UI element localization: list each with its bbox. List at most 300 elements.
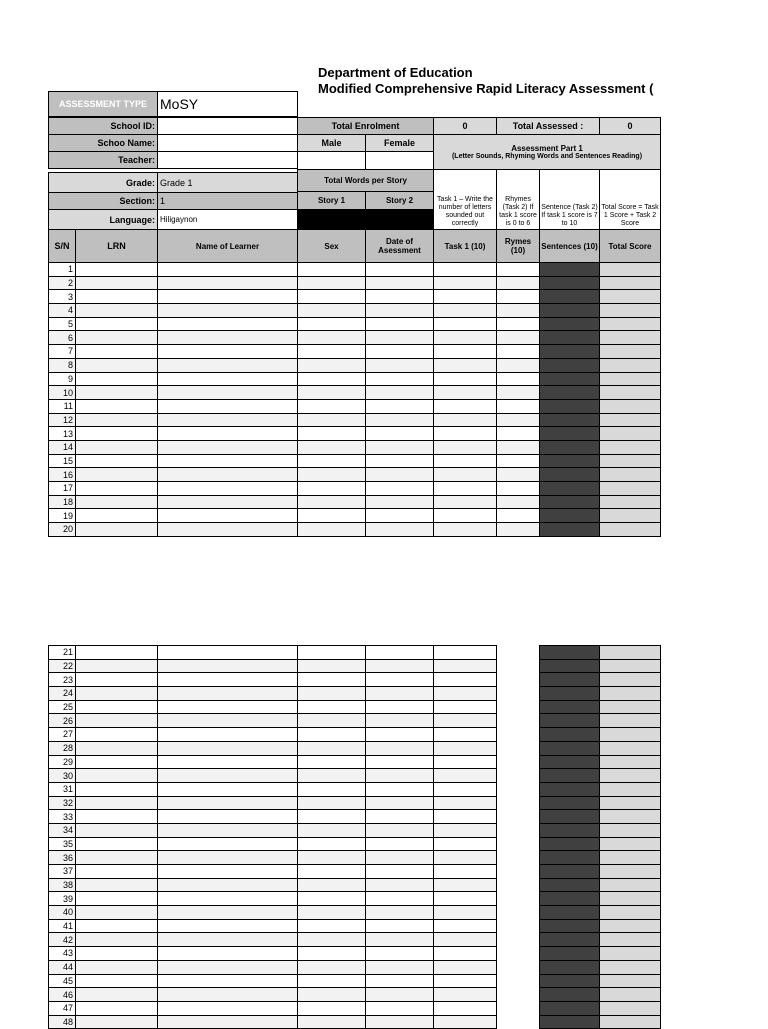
sentences-cell[interactable] bbox=[540, 782, 600, 796]
total-score-cell[interactable] bbox=[600, 1001, 661, 1015]
sentences-cell[interactable] bbox=[540, 482, 600, 496]
task1-cell[interactable] bbox=[434, 810, 497, 824]
task1-cell[interactable] bbox=[434, 837, 497, 851]
rymes-cell[interactable] bbox=[497, 345, 540, 359]
sex-cell[interactable] bbox=[298, 646, 366, 660]
name-cell[interactable] bbox=[158, 495, 298, 509]
date-cell[interactable] bbox=[366, 782, 434, 796]
total-score-cell[interactable] bbox=[600, 947, 661, 961]
sentences-cell[interactable] bbox=[540, 263, 600, 277]
sex-cell[interactable] bbox=[298, 454, 366, 468]
lrn-cell[interactable] bbox=[76, 413, 158, 427]
date-cell[interactable] bbox=[366, 523, 434, 537]
sentences-cell[interactable] bbox=[540, 331, 600, 345]
name-cell[interactable] bbox=[158, 741, 298, 755]
total-score-cell[interactable] bbox=[600, 523, 661, 537]
sex-cell[interactable] bbox=[298, 523, 366, 537]
lrn-cell[interactable] bbox=[76, 947, 158, 961]
total-score-cell[interactable] bbox=[600, 728, 661, 742]
date-cell[interactable] bbox=[366, 892, 434, 906]
date-cell[interactable] bbox=[366, 290, 434, 304]
sex-cell[interactable] bbox=[298, 728, 366, 742]
task1-cell[interactable] bbox=[434, 892, 497, 906]
lrn-cell[interactable] bbox=[76, 714, 158, 728]
lrn-cell[interactable] bbox=[76, 427, 158, 441]
rymes-cell[interactable] bbox=[497, 468, 540, 482]
rymes-cell[interactable] bbox=[497, 482, 540, 496]
name-cell[interactable] bbox=[158, 878, 298, 892]
lrn-cell[interactable] bbox=[76, 276, 158, 290]
sex-cell[interactable] bbox=[298, 919, 366, 933]
date-cell[interactable] bbox=[366, 796, 434, 810]
sentences-cell[interactable] bbox=[540, 358, 600, 372]
name-cell[interactable] bbox=[158, 358, 298, 372]
total-score-cell[interactable] bbox=[600, 865, 661, 879]
date-cell[interactable] bbox=[366, 276, 434, 290]
task1-cell[interactable] bbox=[434, 454, 497, 468]
name-cell[interactable] bbox=[158, 728, 298, 742]
task1-cell[interactable] bbox=[434, 290, 497, 304]
task1-cell[interactable] bbox=[434, 413, 497, 427]
total-score-cell[interactable] bbox=[600, 413, 661, 427]
task1-cell[interactable] bbox=[434, 276, 497, 290]
date-cell[interactable] bbox=[366, 988, 434, 1002]
date-cell[interactable] bbox=[366, 714, 434, 728]
task1-cell[interactable] bbox=[434, 796, 497, 810]
sex-cell[interactable] bbox=[298, 1015, 366, 1029]
total-score-cell[interactable] bbox=[600, 714, 661, 728]
sentences-cell[interactable] bbox=[540, 988, 600, 1002]
name-cell[interactable] bbox=[158, 796, 298, 810]
rymes-cell[interactable] bbox=[497, 509, 540, 523]
sentences-cell[interactable] bbox=[540, 1015, 600, 1029]
sex-cell[interactable] bbox=[298, 276, 366, 290]
sentences-cell[interactable] bbox=[540, 468, 600, 482]
lrn-cell[interactable] bbox=[76, 304, 158, 318]
name-cell[interactable] bbox=[158, 892, 298, 906]
total-score-cell[interactable] bbox=[600, 399, 661, 413]
sex-cell[interactable] bbox=[298, 509, 366, 523]
task1-cell[interactable] bbox=[434, 495, 497, 509]
lrn-cell[interactable] bbox=[76, 440, 158, 454]
task1-cell[interactable] bbox=[434, 482, 497, 496]
task1-cell[interactable] bbox=[434, 714, 497, 728]
sentences-cell[interactable] bbox=[540, 523, 600, 537]
name-cell[interactable] bbox=[158, 290, 298, 304]
sex-cell[interactable] bbox=[298, 906, 366, 920]
sentences-cell[interactable] bbox=[540, 659, 600, 673]
sentences-cell[interactable] bbox=[540, 304, 600, 318]
sentences-cell[interactable] bbox=[540, 851, 600, 865]
sex-cell[interactable] bbox=[298, 687, 366, 701]
lrn-cell[interactable] bbox=[76, 331, 158, 345]
total-score-cell[interactable] bbox=[600, 509, 661, 523]
lrn-cell[interactable] bbox=[76, 509, 158, 523]
rymes-cell[interactable] bbox=[497, 413, 540, 427]
sentences-cell[interactable] bbox=[540, 865, 600, 879]
task1-cell[interactable] bbox=[434, 782, 497, 796]
date-cell[interactable] bbox=[366, 700, 434, 714]
lrn-cell[interactable] bbox=[76, 495, 158, 509]
name-cell[interactable] bbox=[158, 782, 298, 796]
sentences-cell[interactable] bbox=[540, 687, 600, 701]
lrn-cell[interactable] bbox=[76, 317, 158, 331]
sentences-cell[interactable] bbox=[540, 741, 600, 755]
sex-cell[interactable] bbox=[298, 714, 366, 728]
date-cell[interactable] bbox=[366, 372, 434, 386]
rymes-cell[interactable] bbox=[497, 276, 540, 290]
date-cell[interactable] bbox=[366, 673, 434, 687]
school-id-field[interactable] bbox=[157, 117, 298, 135]
sex-cell[interactable] bbox=[298, 263, 366, 277]
sentences-cell[interactable] bbox=[540, 810, 600, 824]
language-value[interactable]: Hiligaynon bbox=[157, 209, 298, 230]
rymes-cell[interactable] bbox=[497, 386, 540, 400]
total-score-cell[interactable] bbox=[600, 304, 661, 318]
lrn-cell[interactable] bbox=[76, 386, 158, 400]
rymes-cell[interactable] bbox=[497, 440, 540, 454]
lrn-cell[interactable] bbox=[76, 988, 158, 1002]
task1-cell[interactable] bbox=[434, 769, 497, 783]
task1-cell[interactable] bbox=[434, 687, 497, 701]
sentences-cell[interactable] bbox=[540, 714, 600, 728]
total-score-cell[interactable] bbox=[600, 290, 661, 304]
lrn-cell[interactable] bbox=[76, 837, 158, 851]
total-score-cell[interactable] bbox=[600, 906, 661, 920]
lrn-cell[interactable] bbox=[76, 468, 158, 482]
lrn-cell[interactable] bbox=[76, 358, 158, 372]
lrn-cell[interactable] bbox=[76, 399, 158, 413]
sex-cell[interactable] bbox=[298, 974, 366, 988]
name-cell[interactable] bbox=[158, 947, 298, 961]
sex-cell[interactable] bbox=[298, 988, 366, 1002]
lrn-cell[interactable] bbox=[76, 796, 158, 810]
rymes-cell[interactable] bbox=[497, 495, 540, 509]
sex-cell[interactable] bbox=[298, 290, 366, 304]
name-cell[interactable] bbox=[158, 646, 298, 660]
sentences-cell[interactable] bbox=[540, 878, 600, 892]
sex-cell[interactable] bbox=[298, 317, 366, 331]
task1-cell[interactable] bbox=[434, 331, 497, 345]
date-cell[interactable] bbox=[366, 358, 434, 372]
rymes-cell[interactable] bbox=[497, 331, 540, 345]
name-cell[interactable] bbox=[158, 659, 298, 673]
task1-cell[interactable] bbox=[434, 509, 497, 523]
total-score-cell[interactable] bbox=[600, 331, 661, 345]
sex-cell[interactable] bbox=[298, 413, 366, 427]
date-cell[interactable] bbox=[366, 386, 434, 400]
task1-cell[interactable] bbox=[434, 741, 497, 755]
task1-cell[interactable] bbox=[434, 304, 497, 318]
school-name-field[interactable] bbox=[157, 134, 298, 152]
rymes-cell[interactable] bbox=[497, 263, 540, 277]
sex-cell[interactable] bbox=[298, 386, 366, 400]
total-score-cell[interactable] bbox=[600, 372, 661, 386]
task1-cell[interactable] bbox=[434, 523, 497, 537]
name-cell[interactable] bbox=[158, 345, 298, 359]
sentences-cell[interactable] bbox=[540, 823, 600, 837]
sentences-cell[interactable] bbox=[540, 399, 600, 413]
lrn-cell[interactable] bbox=[76, 659, 158, 673]
name-cell[interactable] bbox=[158, 317, 298, 331]
date-cell[interactable] bbox=[366, 399, 434, 413]
lrn-cell[interactable] bbox=[76, 906, 158, 920]
sentences-cell[interactable] bbox=[540, 728, 600, 742]
sex-cell[interactable] bbox=[298, 933, 366, 947]
task1-cell[interactable] bbox=[434, 700, 497, 714]
date-cell[interactable] bbox=[366, 810, 434, 824]
total-score-cell[interactable] bbox=[600, 468, 661, 482]
lrn-cell[interactable] bbox=[76, 290, 158, 304]
total-score-cell[interactable] bbox=[600, 769, 661, 783]
total-score-cell[interactable] bbox=[600, 687, 661, 701]
date-cell[interactable] bbox=[366, 345, 434, 359]
sex-cell[interactable] bbox=[298, 440, 366, 454]
lrn-cell[interactable] bbox=[76, 482, 158, 496]
date-cell[interactable] bbox=[366, 974, 434, 988]
name-cell[interactable] bbox=[158, 714, 298, 728]
date-cell[interactable] bbox=[366, 851, 434, 865]
name-cell[interactable] bbox=[158, 1001, 298, 1015]
name-cell[interactable] bbox=[158, 440, 298, 454]
lrn-cell[interactable] bbox=[76, 454, 158, 468]
sex-cell[interactable] bbox=[298, 769, 366, 783]
lrn-cell[interactable] bbox=[76, 687, 158, 701]
total-score-cell[interactable] bbox=[600, 263, 661, 277]
name-cell[interactable] bbox=[158, 865, 298, 879]
sex-cell[interactable] bbox=[298, 947, 366, 961]
sex-cell[interactable] bbox=[298, 796, 366, 810]
total-score-cell[interactable] bbox=[600, 482, 661, 496]
grade-value[interactable]: Grade 1 bbox=[157, 172, 298, 193]
task1-cell[interactable] bbox=[434, 427, 497, 441]
name-cell[interactable] bbox=[158, 673, 298, 687]
rymes-cell[interactable] bbox=[497, 523, 540, 537]
total-score-cell[interactable] bbox=[600, 454, 661, 468]
date-cell[interactable] bbox=[366, 454, 434, 468]
task1-cell[interactable] bbox=[434, 1001, 497, 1015]
name-cell[interactable] bbox=[158, 960, 298, 974]
sex-cell[interactable] bbox=[298, 673, 366, 687]
sentences-cell[interactable] bbox=[540, 317, 600, 331]
total-score-cell[interactable] bbox=[600, 276, 661, 290]
name-cell[interactable] bbox=[158, 810, 298, 824]
total-score-cell[interactable] bbox=[600, 782, 661, 796]
lrn-cell[interactable] bbox=[76, 878, 158, 892]
total-score-cell[interactable] bbox=[600, 317, 661, 331]
name-cell[interactable] bbox=[158, 304, 298, 318]
sex-cell[interactable] bbox=[298, 782, 366, 796]
name-cell[interactable] bbox=[158, 468, 298, 482]
total-score-cell[interactable] bbox=[600, 646, 661, 660]
date-cell[interactable] bbox=[366, 1015, 434, 1029]
date-cell[interactable] bbox=[366, 741, 434, 755]
lrn-cell[interactable] bbox=[76, 728, 158, 742]
total-score-cell[interactable] bbox=[600, 823, 661, 837]
sentences-cell[interactable] bbox=[540, 974, 600, 988]
name-cell[interactable] bbox=[158, 413, 298, 427]
date-cell[interactable] bbox=[366, 482, 434, 496]
date-cell[interactable] bbox=[366, 331, 434, 345]
task1-cell[interactable] bbox=[434, 263, 497, 277]
name-cell[interactable] bbox=[158, 919, 298, 933]
total-score-cell[interactable] bbox=[600, 837, 661, 851]
sex-cell[interactable] bbox=[298, 837, 366, 851]
task1-cell[interactable] bbox=[434, 317, 497, 331]
date-cell[interactable] bbox=[366, 919, 434, 933]
task1-cell[interactable] bbox=[434, 440, 497, 454]
sentences-cell[interactable] bbox=[540, 509, 600, 523]
sex-cell[interactable] bbox=[298, 892, 366, 906]
task1-cell[interactable] bbox=[434, 358, 497, 372]
sex-cell[interactable] bbox=[298, 1001, 366, 1015]
section-value[interactable]: 1 bbox=[157, 192, 298, 210]
lrn-cell[interactable] bbox=[76, 782, 158, 796]
date-cell[interactable] bbox=[366, 304, 434, 318]
lrn-cell[interactable] bbox=[76, 700, 158, 714]
total-score-cell[interactable] bbox=[600, 960, 661, 974]
date-cell[interactable] bbox=[366, 317, 434, 331]
sentences-cell[interactable] bbox=[540, 933, 600, 947]
name-cell[interactable] bbox=[158, 700, 298, 714]
sex-cell[interactable] bbox=[298, 810, 366, 824]
date-cell[interactable] bbox=[366, 960, 434, 974]
name-cell[interactable] bbox=[158, 331, 298, 345]
total-score-cell[interactable] bbox=[600, 440, 661, 454]
lrn-cell[interactable] bbox=[76, 741, 158, 755]
name-cell[interactable] bbox=[158, 399, 298, 413]
rymes-cell[interactable] bbox=[497, 427, 540, 441]
task1-cell[interactable] bbox=[434, 988, 497, 1002]
task1-cell[interactable] bbox=[434, 646, 497, 660]
sentences-cell[interactable] bbox=[540, 906, 600, 920]
total-score-cell[interactable] bbox=[600, 851, 661, 865]
sentences-cell[interactable] bbox=[540, 892, 600, 906]
date-cell[interactable] bbox=[366, 878, 434, 892]
sentences-cell[interactable] bbox=[540, 386, 600, 400]
name-cell[interactable] bbox=[158, 933, 298, 947]
name-cell[interactable] bbox=[158, 988, 298, 1002]
lrn-cell[interactable] bbox=[76, 769, 158, 783]
male-count[interactable] bbox=[297, 151, 366, 170]
date-cell[interactable] bbox=[366, 728, 434, 742]
name-cell[interactable] bbox=[158, 372, 298, 386]
total-score-cell[interactable] bbox=[600, 700, 661, 714]
sex-cell[interactable] bbox=[298, 823, 366, 837]
sentences-cell[interactable] bbox=[540, 290, 600, 304]
task1-cell[interactable] bbox=[434, 851, 497, 865]
total-score-cell[interactable] bbox=[600, 673, 661, 687]
teacher-field[interactable] bbox=[157, 151, 298, 169]
task1-cell[interactable] bbox=[434, 865, 497, 879]
date-cell[interactable] bbox=[366, 468, 434, 482]
name-cell[interactable] bbox=[158, 427, 298, 441]
total-score-cell[interactable] bbox=[600, 358, 661, 372]
lrn-cell[interactable] bbox=[76, 919, 158, 933]
sex-cell[interactable] bbox=[298, 427, 366, 441]
sex-cell[interactable] bbox=[298, 468, 366, 482]
total-score-cell[interactable] bbox=[600, 810, 661, 824]
total-score-cell[interactable] bbox=[600, 974, 661, 988]
rymes-cell[interactable] bbox=[497, 454, 540, 468]
lrn-cell[interactable] bbox=[76, 673, 158, 687]
lrn-cell[interactable] bbox=[76, 263, 158, 277]
date-cell[interactable] bbox=[366, 646, 434, 660]
date-cell[interactable] bbox=[366, 755, 434, 769]
name-cell[interactable] bbox=[158, 1015, 298, 1029]
lrn-cell[interactable] bbox=[76, 933, 158, 947]
lrn-cell[interactable] bbox=[76, 1015, 158, 1029]
sentences-cell[interactable] bbox=[540, 1001, 600, 1015]
date-cell[interactable] bbox=[366, 1001, 434, 1015]
name-cell[interactable] bbox=[158, 454, 298, 468]
lrn-cell[interactable] bbox=[76, 372, 158, 386]
date-cell[interactable] bbox=[366, 906, 434, 920]
sentences-cell[interactable] bbox=[540, 837, 600, 851]
lrn-cell[interactable] bbox=[76, 1001, 158, 1015]
task1-cell[interactable] bbox=[434, 755, 497, 769]
sentences-cell[interactable] bbox=[540, 413, 600, 427]
date-cell[interactable] bbox=[366, 933, 434, 947]
task1-cell[interactable] bbox=[434, 345, 497, 359]
sex-cell[interactable] bbox=[298, 358, 366, 372]
date-cell[interactable] bbox=[366, 495, 434, 509]
total-score-cell[interactable] bbox=[600, 878, 661, 892]
sentences-cell[interactable] bbox=[540, 796, 600, 810]
task1-cell[interactable] bbox=[434, 728, 497, 742]
sentences-cell[interactable] bbox=[540, 960, 600, 974]
task1-cell[interactable] bbox=[434, 673, 497, 687]
task1-cell[interactable] bbox=[434, 659, 497, 673]
total-score-cell[interactable] bbox=[600, 495, 661, 509]
name-cell[interactable] bbox=[158, 906, 298, 920]
sentences-cell[interactable] bbox=[540, 454, 600, 468]
name-cell[interactable] bbox=[158, 769, 298, 783]
date-cell[interactable] bbox=[366, 263, 434, 277]
total-score-cell[interactable] bbox=[600, 427, 661, 441]
lrn-cell[interactable] bbox=[76, 345, 158, 359]
task1-cell[interactable] bbox=[434, 933, 497, 947]
lrn-cell[interactable] bbox=[76, 892, 158, 906]
sex-cell[interactable] bbox=[298, 865, 366, 879]
total-score-cell[interactable] bbox=[600, 659, 661, 673]
date-cell[interactable] bbox=[366, 509, 434, 523]
rymes-cell[interactable] bbox=[497, 290, 540, 304]
lrn-cell[interactable] bbox=[76, 646, 158, 660]
date-cell[interactable] bbox=[366, 865, 434, 879]
sex-cell[interactable] bbox=[298, 659, 366, 673]
lrn-cell[interactable] bbox=[76, 755, 158, 769]
sentences-cell[interactable] bbox=[540, 440, 600, 454]
task1-cell[interactable] bbox=[434, 372, 497, 386]
total-score-cell[interactable] bbox=[600, 919, 661, 933]
date-cell[interactable] bbox=[366, 687, 434, 701]
lrn-cell[interactable] bbox=[76, 960, 158, 974]
task1-cell[interactable] bbox=[434, 1015, 497, 1029]
rymes-cell[interactable] bbox=[497, 372, 540, 386]
name-cell[interactable] bbox=[158, 687, 298, 701]
sex-cell[interactable] bbox=[298, 495, 366, 509]
rymes-cell[interactable] bbox=[497, 399, 540, 413]
assessment-type-value[interactable]: MoSY bbox=[157, 91, 298, 117]
date-cell[interactable] bbox=[366, 659, 434, 673]
sentences-cell[interactable] bbox=[540, 947, 600, 961]
total-score-cell[interactable] bbox=[600, 755, 661, 769]
name-cell[interactable] bbox=[158, 482, 298, 496]
sentences-cell[interactable] bbox=[540, 673, 600, 687]
sentences-cell[interactable] bbox=[540, 755, 600, 769]
name-cell[interactable] bbox=[158, 509, 298, 523]
